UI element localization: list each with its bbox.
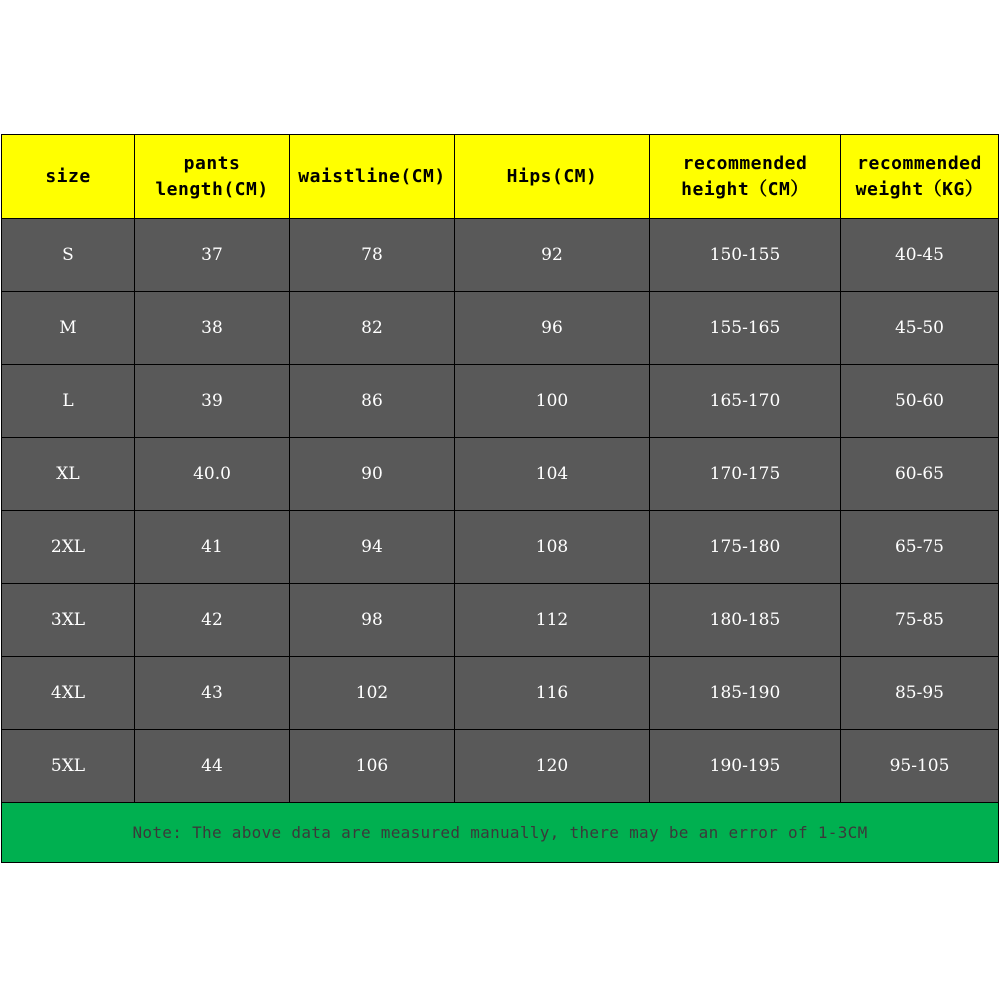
cell-pants-length: 41	[135, 511, 290, 584]
header-recommended-weight-line2: weight（KG）	[855, 178, 984, 200]
cell-pants-length: 38	[135, 292, 290, 365]
cell-waistline: 90	[290, 438, 455, 511]
cell-hips: 108	[455, 511, 650, 584]
table-row	[2, 657, 999, 730]
table-row	[2, 292, 999, 365]
cell-recommended-height: 150-155	[650, 219, 841, 292]
table-row	[2, 219, 999, 292]
header-recommended-height-line1: recommended	[682, 152, 808, 174]
cell-recommended-height: 165-170	[650, 365, 841, 438]
header-row	[2, 135, 999, 219]
cell-pants-length: 40.0	[135, 438, 290, 511]
header-pants-length-line2: length(CM)	[155, 178, 269, 200]
cell-recommended-weight: 40-45	[841, 219, 999, 292]
cell-waistline: 102	[290, 657, 455, 730]
cell-recommended-weight: 50-60	[841, 365, 999, 438]
cell-pants-length: 42	[135, 584, 290, 657]
header-waistline	[290, 135, 455, 219]
cell-waistline: 106	[290, 730, 455, 803]
cell-recommended-weight: 95-105	[841, 730, 999, 803]
cell-size: L	[2, 365, 135, 438]
cell-recommended-weight: 45-50	[841, 292, 999, 365]
cell-recommended-height: 155-165	[650, 292, 841, 365]
header-recommended-weight	[841, 135, 999, 219]
header-hips	[455, 135, 650, 219]
header-waistline-label: waistline(CM)	[298, 165, 446, 187]
cell-pants-length: 44	[135, 730, 290, 803]
cell-pants-length: 43	[135, 657, 290, 730]
table-row	[2, 584, 999, 657]
cell-recommended-height: 175-180	[650, 511, 841, 584]
header-pants-length	[135, 135, 290, 219]
cell-hips: 96	[455, 292, 650, 365]
measurement-note: Note: The above data are measured manually, there may be an error of 1-3CM	[2, 803, 999, 863]
cell-size: 2XL	[2, 511, 135, 584]
header-recommended-weight-line1: recommended	[857, 152, 982, 174]
cell-size: 4XL	[2, 657, 135, 730]
cell-recommended-height: 170-175	[650, 438, 841, 511]
table-row	[2, 438, 999, 511]
cell-hips: 100	[455, 365, 650, 438]
cell-waistline: 82	[290, 292, 455, 365]
size-chart-table	[1, 134, 999, 863]
cell-hips: 92	[455, 219, 650, 292]
cell-size: M	[2, 292, 135, 365]
cell-size: 5XL	[2, 730, 135, 803]
cell-pants-length: 39	[135, 365, 290, 438]
cell-size: 3XL	[2, 584, 135, 657]
header-pants-length-line1: pants	[183, 152, 241, 174]
cell-pants-length: 37	[135, 219, 290, 292]
cell-waistline: 94	[290, 511, 455, 584]
cell-hips: 112	[455, 584, 650, 657]
cell-size: XL	[2, 438, 135, 511]
cell-waistline: 78	[290, 219, 455, 292]
cell-recommended-weight: 85-95	[841, 657, 999, 730]
cell-recommended-height: 180-185	[650, 584, 841, 657]
cell-waistline: 86	[290, 365, 455, 438]
cell-size: S	[2, 219, 135, 292]
header-size-label: size	[45, 165, 91, 187]
cell-recommended-weight: 75-85	[841, 584, 999, 657]
table-row	[2, 730, 999, 803]
header-hips-label: Hips(CM)	[506, 165, 598, 187]
header-size	[2, 135, 135, 219]
cell-waistline: 98	[290, 584, 455, 657]
cell-recommended-height: 190-195	[650, 730, 841, 803]
header-recommended-height	[650, 135, 841, 219]
cell-recommended-weight: 65-75	[841, 511, 999, 584]
table-row	[2, 511, 999, 584]
cell-recommended-weight: 60-65	[841, 438, 999, 511]
cell-recommended-height: 185-190	[650, 657, 841, 730]
cell-hips: 116	[455, 657, 650, 730]
table-row	[2, 365, 999, 438]
cell-hips: 120	[455, 730, 650, 803]
header-recommended-height-line2: height（CM）	[681, 178, 809, 200]
cell-hips: 104	[455, 438, 650, 511]
note-row	[2, 803, 999, 863]
